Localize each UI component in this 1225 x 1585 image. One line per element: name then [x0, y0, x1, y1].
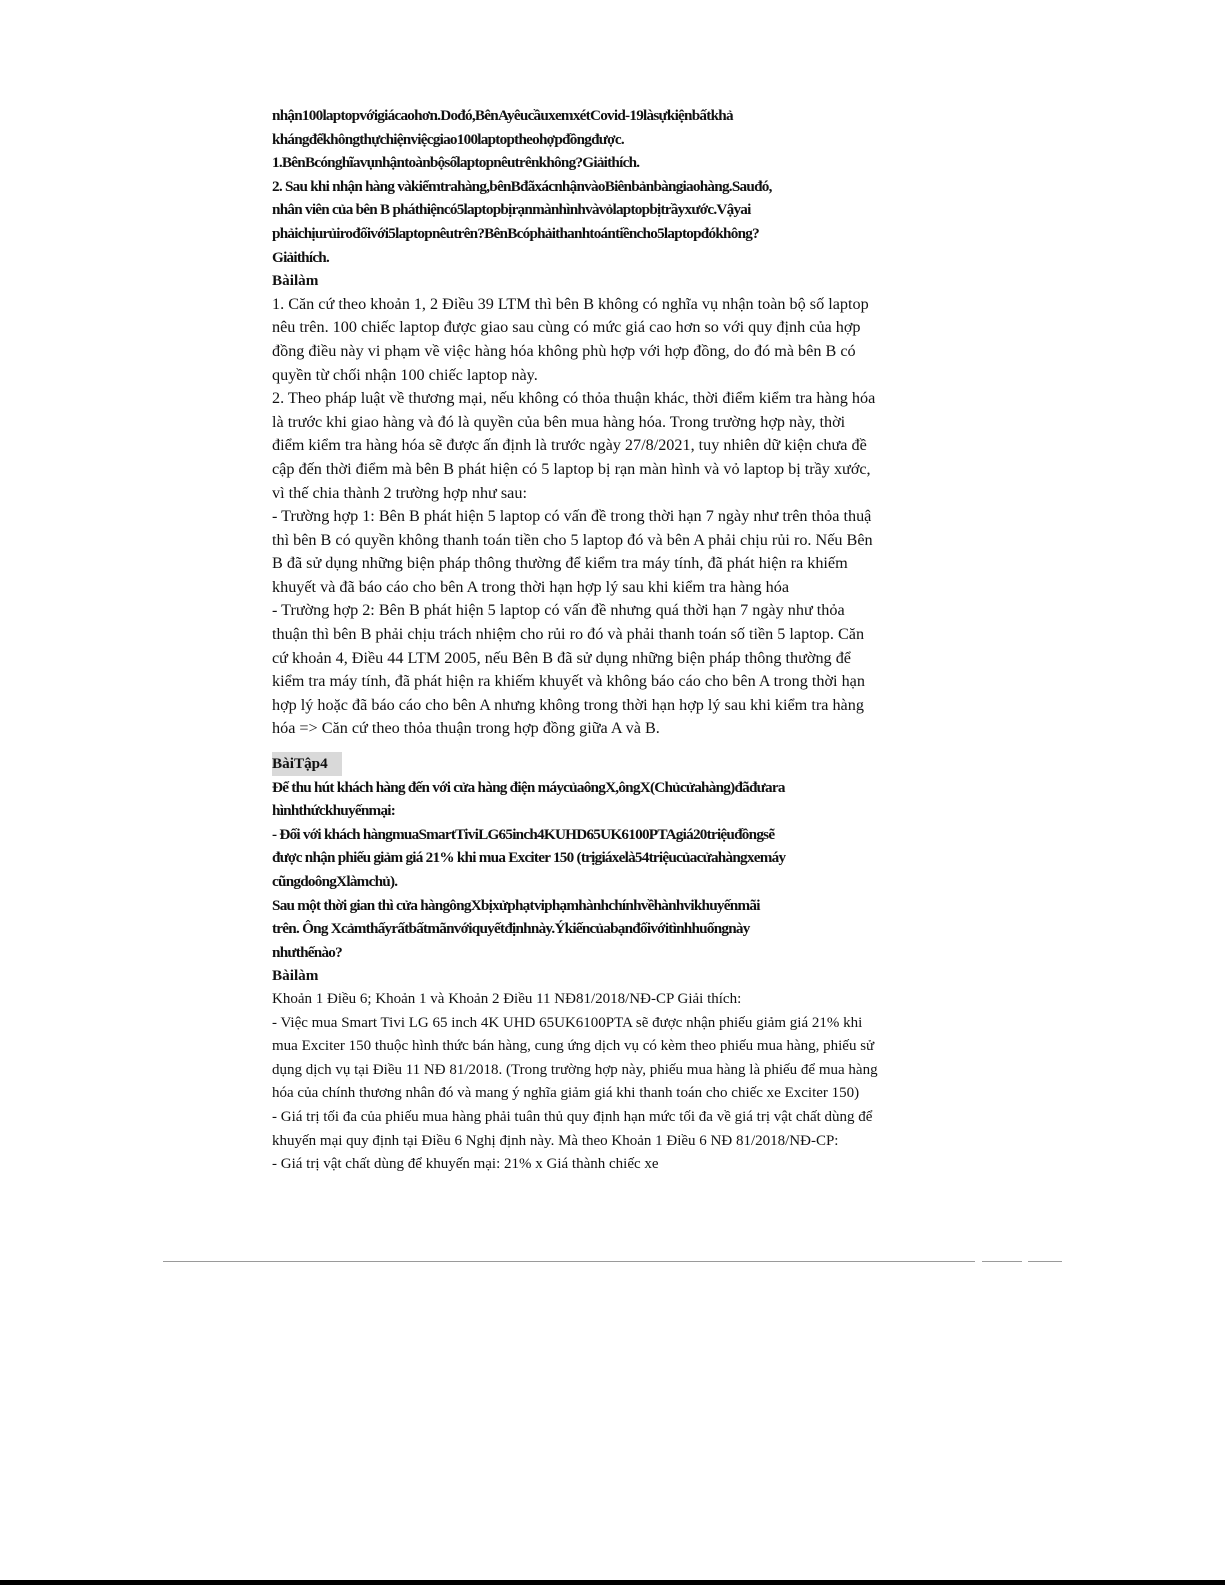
question-line: khángđểkhôngthựchiệnviệcgiao100laptoptheohợpđồngđược.	[272, 130, 624, 148]
answer-line: thuận thì bên B phải chịu trách nhiệm cho rủi ro đó và phải thanh toán số tiền 5 laptop. Căn	[272, 625, 865, 644]
question-line: phảichịurủirođốivới5laptopnêutrên?BênBcóphảithanhtoántiềncho5laptopđókhông?	[272, 224, 759, 242]
question-line: cũngdoôngXlàmchủ).	[272, 872, 398, 890]
answer-line: - Giá trị tối đa của phiếu mua hàng phải tuân thủ quy định hạn mức tối đa về giá trị vật chất dùng để	[272, 1108, 873, 1125]
page-divider-segment	[1028, 1261, 1062, 1262]
answer-line: thì bên B có quyền không thanh toán tiền cho 5 laptop đó và bên A phải chịu rủi ro. Nếu Bên	[272, 530, 873, 549]
section-exercise-4	[272, 752, 1072, 1177]
answer-line: - Trường hợp 1: Bên B phát hiện 5 laptop có vấn đề trong thời hạn 7 ngày như trên thỏa thuậ	[272, 507, 872, 526]
answer-line: nêu trên. 100 chiếc laptop được giao sau cùng có mức giá cao hơn so với quy định của hợp	[272, 318, 861, 337]
answer-line: hóa của chính thương nhân đó và mang ý nghĩa giảm giá khi thanh toán cho chiếc xe Exciter 150)	[272, 1085, 860, 1102]
question-line: nhân viên của bên B pháthiệncó5laptopbịrạnmànhìnhvàvỏlaptopbịtrầyxước.Vậyai	[272, 201, 751, 219]
answer-line: khuyết và đã báo cáo cho bên A trong thời hạn hợp lý sau khi kiểm tra hàng hóa	[272, 577, 790, 596]
question-line: được nhận phiếu giảm giá 21% khi mua Exciter 150 (trịgiáxelà54triệucủacửahàngxemáy	[272, 849, 786, 867]
answer-line: là trước khi giao hàng và đó là quyền của bên mua hàng hóa. Trong trường hợp này, thời	[272, 412, 846, 431]
answer-line: - Trường hợp 2: Bên B phát hiện 5 laptop có vấn đề nhưng quá thời hạn 7 ngày như thỏa	[272, 601, 845, 620]
answer-line: B đã sử dụng những biện pháp thông thường để kiểm tra máy tính, đã phát hiện ra khiếm	[272, 554, 848, 573]
answer-line: - Việc mua Smart Tivi LG 65 inch 4K UHD 65UK6100PTA sẽ được nhận phiếu giảm giá 21% khi	[272, 1014, 863, 1031]
question-line: Sau một thời gian thì cửa hàngôngXbịxửphạtviphạmhànhchínhvềhànhvikhuyếnmãi	[272, 896, 760, 914]
question-line: nhưthếnào?	[272, 943, 342, 961]
question-line: - Đối với khách hàngmuaSmartTiviLG65inch4KUHD65UK6100PTAgiá20triệuđồngsẽ	[272, 825, 775, 843]
answer-line: - Giá trị vật chất dùng để khuyến mại: 21% x Giá thành chiếc xe	[272, 1156, 659, 1173]
page-bottom-border	[0, 1580, 1225, 1585]
question-line: 1.BênBcónghĩavụnhậntoànbộsốlaptopnêutrênkhông?Giảithích.	[272, 154, 640, 172]
answer-line: dụng dịch vụ tại Điều 11 NĐ 81/2018. (Trong trường hợp này, phiếu mua hàng là phiếu để mua hàng	[272, 1061, 878, 1078]
answer-line: cập đến thời điểm mà bên B phát hiện có 5 laptop bị rạn màn hình và vỏ laptop bị trầy xước,	[272, 459, 871, 478]
answer-line: khuyến mại quy định tại Điều 6 Nghị định này. Mà theo Khoản 1 Điều 6 NĐ 81/2018/NĐ-CP:	[272, 1132, 839, 1149]
answer-line: điểm kiểm tra hàng hóa sẽ được ấn định là trước ngày 27/8/2021, tuy nhiên dữ kiện chưa đề	[272, 436, 867, 455]
question-line: Để thu hút khách hàng đến với cửa hàng điện máycủaôngX,ôngX(Chủcửahàng)đãđưara	[272, 778, 785, 796]
answer-heading: Bàilàm	[272, 272, 319, 290]
question-line: hìnhthứckhuyếnmại:	[272, 802, 396, 820]
answer-line: 2. Theo pháp luật về thương mại, nếu không có thỏa thuận khác, thời điểm kiểm tra hàng hóa	[272, 389, 876, 408]
question-line: Giảithích.	[272, 248, 330, 266]
answer-line: quyền từ chối nhận 100 chiếc laptop này.	[272, 365, 538, 384]
answer-line: Khoản 1 Điều 6; Khoản 1 và Khoản 2 Điều 11 NĐ81/2018/NĐ-CP Giải thích:	[272, 990, 742, 1007]
section-exercise-3	[272, 104, 1072, 741]
exercise-heading	[272, 752, 1072, 776]
page-divider	[163, 1261, 975, 1262]
page-divider-segment	[982, 1261, 1022, 1262]
exercise-heading-text: BàiTập4	[272, 752, 342, 776]
answer-line: kiểm tra máy tính, đã phát hiện ra khiếm khuyết và không báo cáo cho bên A trong thời hạn	[272, 672, 865, 691]
answer-line: vì thế chia thành 2 trường hợp như sau:	[272, 483, 527, 502]
answer-line: 1. Căn cứ theo khoản 1, 2 Điều 39 LTM thì bên B không có nghĩa vụ nhận toàn bộ số laptop	[272, 294, 869, 313]
question-line: 2. Sau khi nhận hàng vàkiểmtrahàng,bênBđãxácnhậnvàoBiênbảnbàngiaohàng.Sauđó,	[272, 177, 772, 195]
answer-line: cứ khoản 4, Điều 44 LTM 2005, nếu Bên B đã sử dụng những biện pháp thông thường để	[272, 648, 851, 667]
answer-line: hóa => Căn cứ theo thỏa thuận trong hợp đồng giữa A và B.	[272, 719, 660, 738]
answer-heading: Bàilàm	[272, 967, 319, 985]
answer-line: đồng điều này vi phạm về việc hàng hóa không phù hợp với hợp đồng, do đó mà bên B có	[272, 341, 856, 360]
answer-line: hợp lý hoặc đã báo cáo cho bên A nhưng không trong thời hạn hợp lý sau khi kiểm tra hàng	[272, 695, 864, 714]
answer-line: mua Exciter 150 thuộc hình thức bán hàng, cung ứng dịch vụ có kèm theo phiếu mua hàng, phiếu sử	[272, 1038, 875, 1055]
question-line: nhận100laptopvớigiácaohơn.Dođó,BênAyêucầuxemxétCovid-19làsựkiệnbấtkhả	[272, 107, 733, 124]
question-line: trên. Ông Xcảmthấyrấtbấtmãnvớiquyếtđịnhnày.Ýkiếncủabạnđốivớitìnhhuốngnày	[272, 920, 750, 938]
